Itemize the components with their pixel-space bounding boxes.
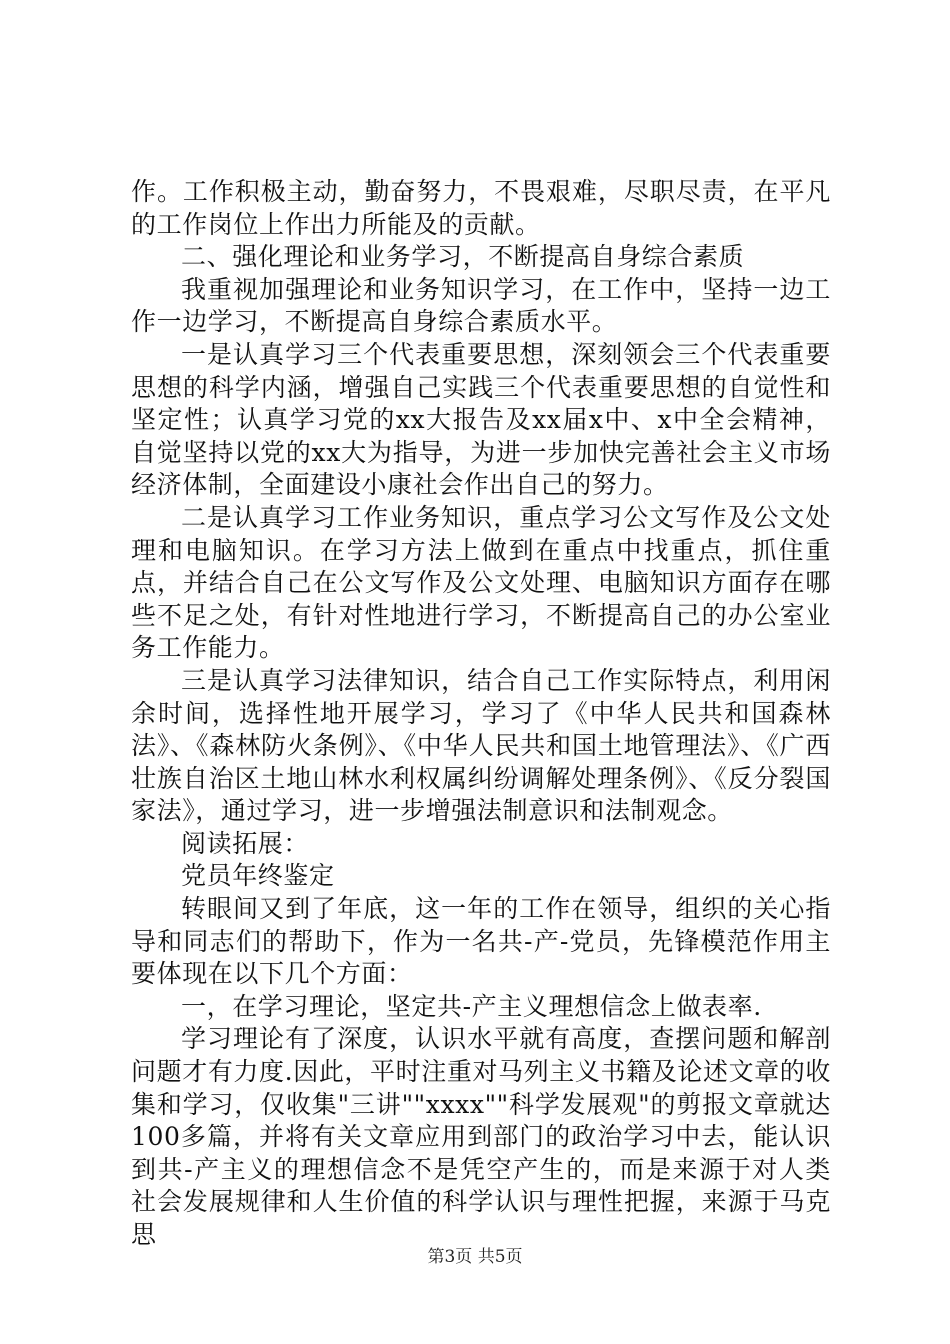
paragraph-5: 二是认真学习工作业务知识，重点学习公文写作及公文处理和电脑知识。在学习方法上做到在重点中找重点，抓住重点，并结合自己在公文写作及公文处理、电脑知识方面存在哪些不足之处，有针对性地进行学习，不断提高自己的办公室业务工作能力。	[131, 502, 831, 663]
paragraph-1: 作。工作积极主动，勤奋努力，不畏艰难，尽职尽责，在平凡的工作岗位上作出力所能及的贡献。	[131, 177, 831, 239]
reading-extension-label: 阅读拓展：	[181, 828, 310, 858]
paragraph-4: 一是认真学习三个代表重要思想，深刻领会三个代表重要思想的科学内涵，增强自己实践三个代表重要思想的自觉性和坚定性；认真学习党的xx大报告及xx届x中、x中全会精神，自觉坚持以党的xx大为指导，为进一步加快完善社会主义市场经济体制，全面建设小康社会作出自己的努力。	[131, 339, 831, 500]
section-heading-2: 二、强化理论和业务学习，不断提高自身综合素质	[181, 242, 745, 272]
paragraph-6: 三是认真学习法律知识，结合自己工作实际特点，利用闲余时间，选择性地开展学习，学习了《中华人民共和国森林法》、《森林防火条例》、《中华人民共和国土地管理法》、《广西壮族自治区土地山林水利权属纠纷调解处理条例》、《反分裂国家法》，通过学习，进一步增强法制意识和法制观念。	[131, 665, 831, 826]
paragraph-9: 转眼间又到了年底，这一年的工作在领导，组织的关心指导和同志们的帮助下，作为一名共-产-党员，先锋模范作用主要体现在以下几个方面：	[131, 894, 831, 989]
article-title: 党员年终鉴定	[181, 861, 335, 891]
paragraph-3: 我重视加强理论和业务知识学习，在工作中，坚持一边工作一边学习，不断提高自身综合素质水平。	[131, 274, 831, 337]
page-number-footer: 第3页 共5页	[427, 1247, 523, 1267]
document-body	[131, 176, 831, 1252]
paragraph-11: 学习理论有了深度，认识水平就有高度，查摆问题和解剖问题才有力度.因此，平时注重对马列主义书籍及论述文章的收集和学习，仅收集"三讲""xxxx""科学发展观"的剪报文章就达100多篇，并将有关文章应用到部门的政治学习中去，能认识到共-产主义的理想信念不是凭空产生的，而是来源于对人类社会发展规律和人生价值的科学认识与理性把握，来源于马克思	[131, 1024, 831, 1249]
section-heading-10: 一，在学习理论，坚定共-产主义理想信念上做表率.	[181, 991, 762, 1021]
